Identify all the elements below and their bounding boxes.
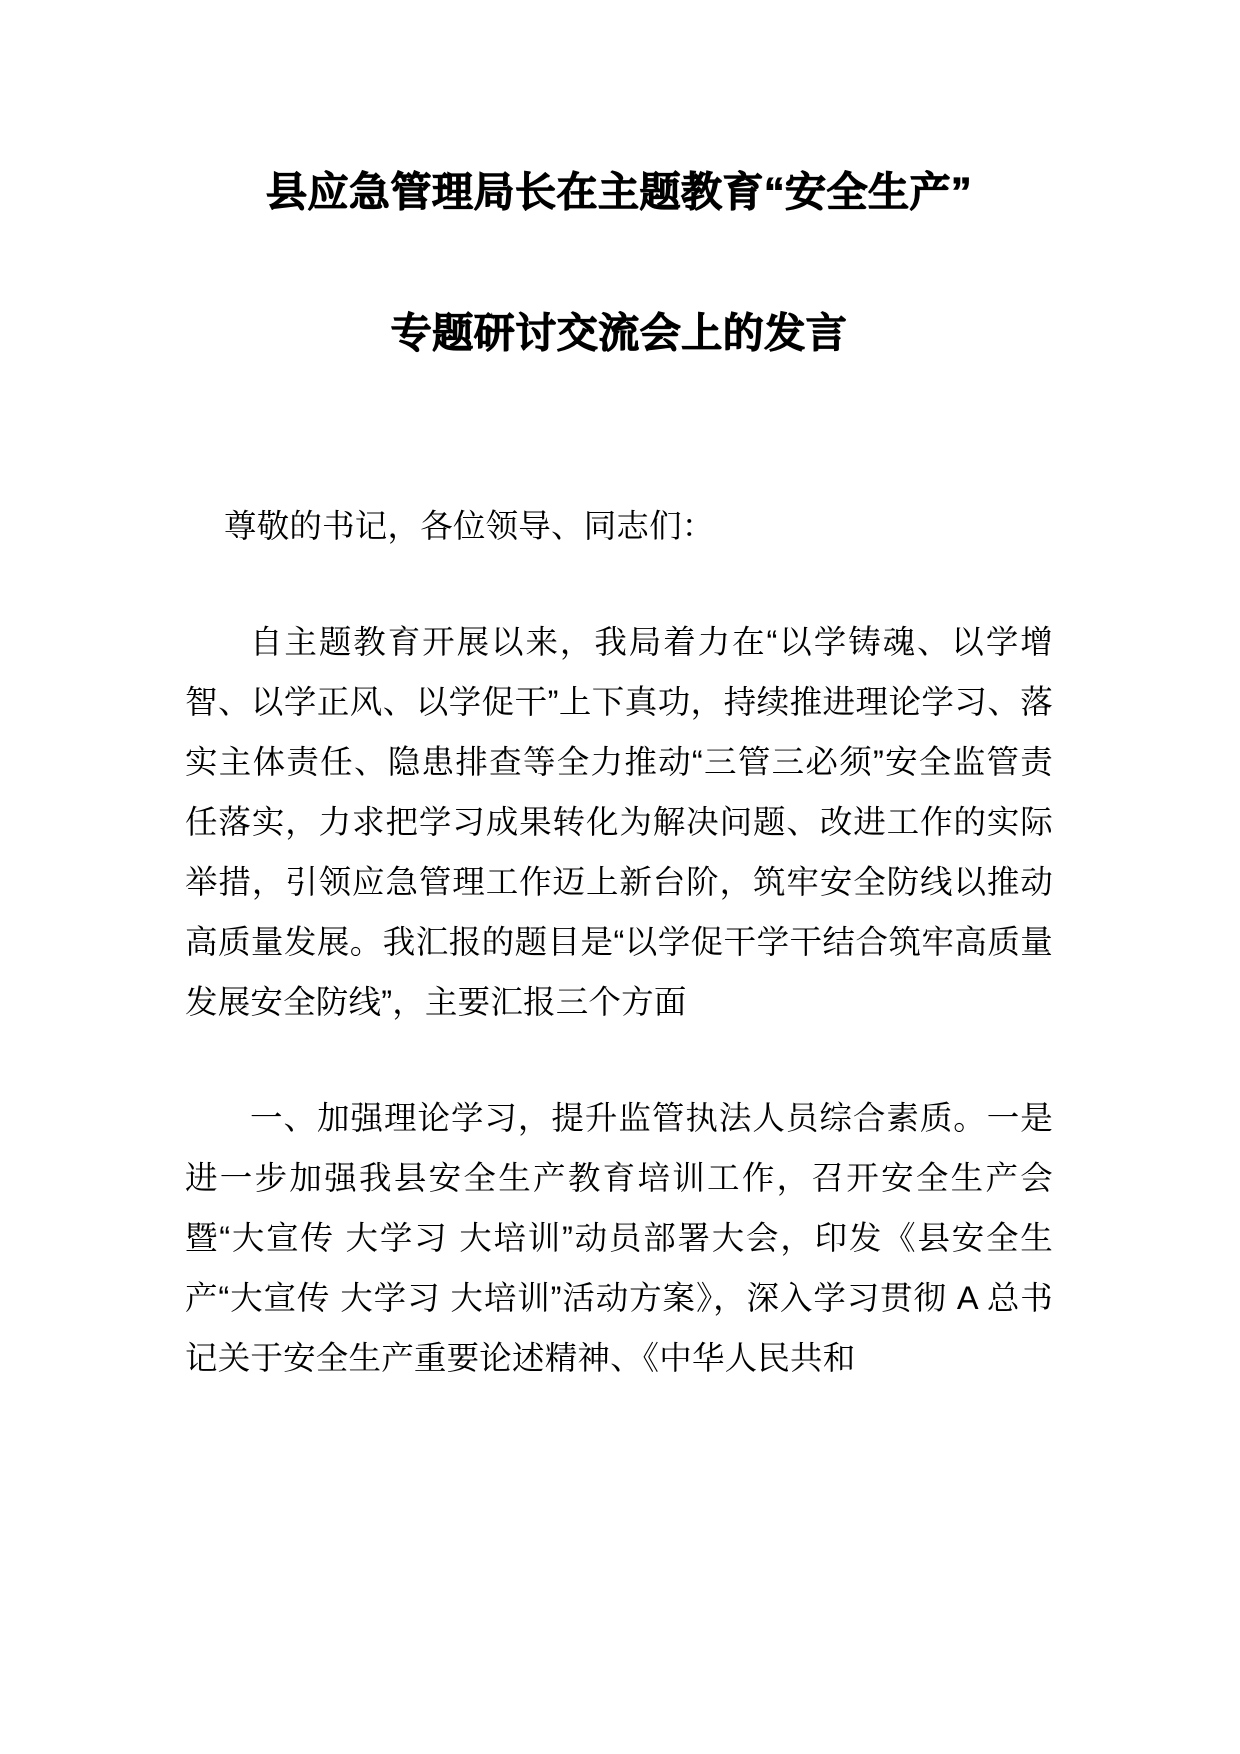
body-paragraph-1: 自主题教育开展以来，我局着力在“以学铸魂、以学增智、以学正风、以学促干”上下真功，持续推进理论学习、落实主体责任、隐患排查等全力推动“三管三必须”安全监管责任落实，力求把学习成果转化为解决问题、改进工作的实际举措，引领应急管理工作迈上新台阶，筑牢安全防线以推动高质量发展。我汇报的题目是“以学促干学干结合筑牢高质量发展安全防线”，主要汇报三个方面 (185, 624, 1053, 1020)
document-title-line-1: 县应急管理局长在主题教育“安全生产” (266, 169, 972, 215)
document-title-line-2: 专题研讨交流会上的发言 (390, 310, 848, 356)
document-content-column (185, 0, 1053, 1754)
document-body (185, 496, 1053, 1388)
body-paragraph-2-section-one: 一、加强理论学习，提升监管执法人员综合素质。一是进一步加强我县安全生产教育培训工作，召开安全生产会暨“大宣传 大学习 大培训”动员部署大会，印发《县安全生产“大宣传 大学习 大培训”活动方案》，深入学习贯彻 A 总书记关于安全生产重要论述精神、《中华人民共和 (185, 1100, 1053, 1376)
salutation-line: 尊敬的书记，各位领导、同志们： (224, 508, 715, 544)
